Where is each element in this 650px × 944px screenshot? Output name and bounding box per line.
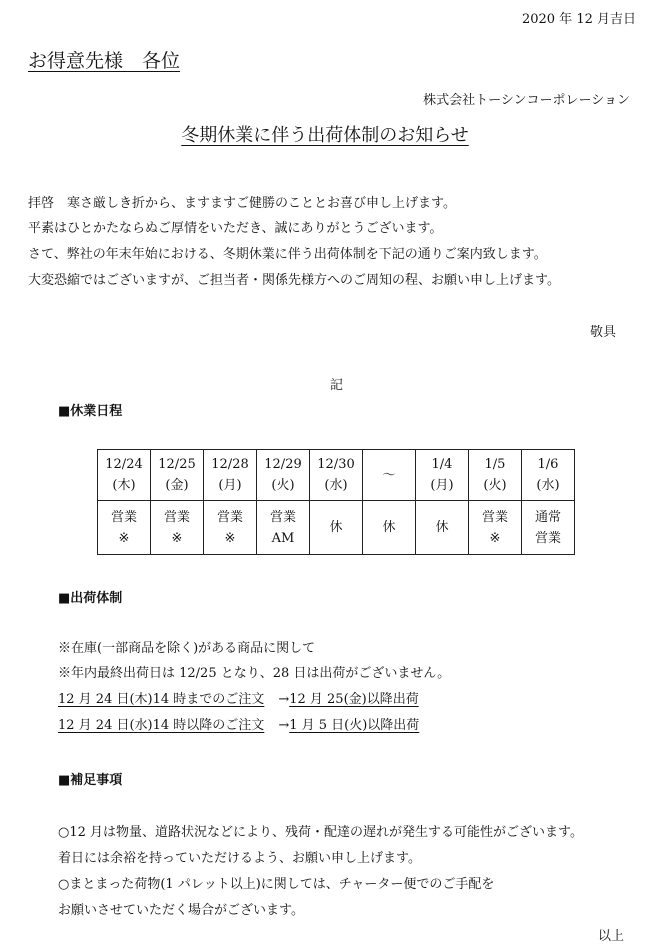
shipping-cutoff-row — [58, 688, 419, 707]
shipping-heading: ■出荷体制 — [58, 591, 123, 606]
holiday-schedule-table — [97, 449, 575, 555]
schedule-date-cell: 1/4 (月) — [416, 450, 469, 501]
closing-keigu: 敬具 — [589, 325, 616, 340]
schedule-status-cell: 営業 ※ — [204, 501, 257, 555]
schedule-date-cell: 12/29 (火) — [257, 450, 310, 501]
end-ijo: 以上 — [597, 929, 624, 944]
schedule-date-cell: 12/24 (木) — [98, 450, 151, 501]
supplement-line: ○まとまった荷物(1 パレット以上)に関しては、チャーター便でのご手配を — [58, 877, 495, 892]
greeting-line: さて、弊社の年末年始における、冬期休業に伴う出荷体制を下記の通りご案内致します。 — [28, 247, 547, 262]
schedule-status-cell: 通常 営業 — [522, 501, 575, 555]
schedule-date-cell: 1/5 (火) — [469, 450, 522, 501]
greeting-line: 大変恐縮ではございますが、ご担当者・関係先様方へのご周知の程、お願い申し上げます。 — [28, 273, 560, 288]
supplement-line: ○12 月は物量、道路状況などにより、残荷・配達の遅れが発生する可能性がございます。 — [58, 825, 583, 840]
schedule-status-cell: 休 — [416, 501, 469, 555]
recipient: お得意先様 各位 — [28, 50, 181, 72]
schedule-status-cell: 営業 ※ — [98, 501, 151, 555]
supplement-line: 着日には余裕を持っていただけるよう、お願い申し上げます。 — [58, 851, 421, 866]
shipping-note: ※在庫(一部商品を除く)がある商品に関して — [58, 641, 316, 656]
order-cutoff: 12 月 24 日(木)14 時までのご注文 — [58, 692, 265, 707]
greeting-line: 平素はひとかたならぬご厚情をいただき、誠にありがとうございます。 — [28, 221, 443, 236]
schedule-status-cell: 営業 ※ — [469, 501, 522, 555]
supplement-line: お願いさせていただく場合がございます。 — [58, 903, 304, 918]
ship-date: 12 月 25(金)以降出荷 — [289, 692, 419, 707]
schedule-date-cell: 1/6 (水) — [522, 450, 575, 501]
document-date: 2020 年 12 月吉日 — [521, 12, 636, 27]
schedule-date-cell: 12/25 (金) — [151, 450, 204, 501]
schedule-status-cell: 営業 AM — [257, 501, 310, 555]
document-title: 冬期休業に伴う出荷体制のお知らせ — [181, 125, 469, 146]
order-cutoff: 12 月 24 日(水)14 時以降のご注文 — [58, 718, 265, 733]
schedule-status-row — [98, 501, 575, 555]
schedule-date-cell: 12/28 (月) — [204, 450, 257, 501]
schedule-status-cell: 営業 ※ — [151, 501, 204, 555]
schedule-heading: ■休業日程 — [58, 404, 123, 419]
schedule-date-row — [98, 450, 575, 501]
schedule-status-cell: 休 — [310, 501, 363, 555]
schedule-status-cell: 休 — [363, 501, 416, 555]
company-name: 株式会社トーシンコーポレーション — [423, 93, 630, 108]
shipping-note: ※年内最終出荷日は 12/25 となり、28 日は出荷がございません。 — [58, 666, 451, 681]
supplement-heading: ■補足事項 — [58, 773, 123, 788]
shipping-cutoff-row — [58, 714, 419, 733]
schedule-date-cell: 12/30 (水) — [310, 450, 363, 501]
ki-marker: 記 — [330, 378, 344, 393]
greeting-line: 拝啓 寒さ厳しき折から、ますますご健勝のこととお喜び申し上げます。 — [28, 196, 456, 211]
schedule-date-cell: 〜 — [363, 450, 416, 501]
arrow: → — [278, 692, 290, 707]
ship-date: 1 月 5 日(火)以降出荷 — [289, 718, 420, 733]
arrow: → — [278, 718, 290, 733]
